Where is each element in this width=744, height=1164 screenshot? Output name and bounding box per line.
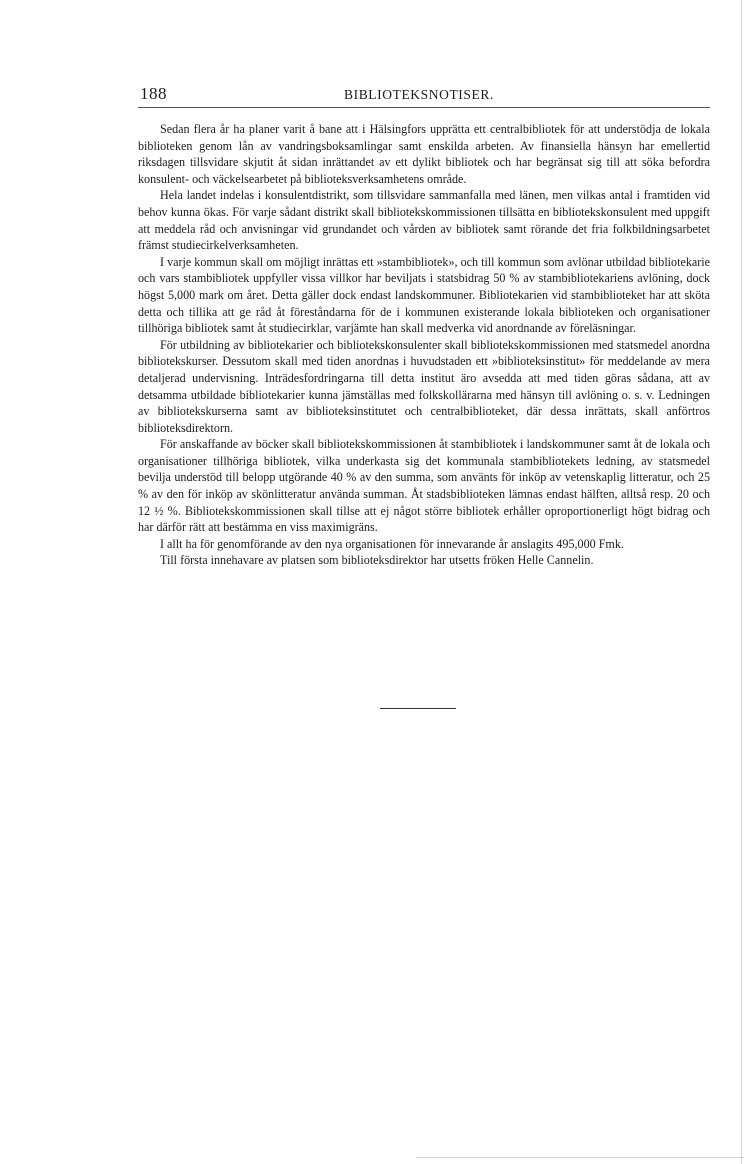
- paragraph-director: Till första innehavare av platsen som biblioteksdirektor har utsetts fröken Helle Cannelin.: [160, 553, 594, 568]
- paragraph-training: För utbildning av bibliotekarier och bibliotekskonsulenter skall bibliotekskommissionen med statsmedel anordna bibliotekskurser. Dessutom skall med tiden anordnas i huvudstaden ett »biblioteksinstitut» för meddelande av mera detaljerad undervisning. Inträdesfordringarna till detta institut äro avsedda att med tiden göras sådana, att av detsamma utbildade bibliotekarier kunna jämställas med folkskollärarna med hänsyn till avlöning o. s. v. Ledningen av bibliotekskurserna samt av biblioteksinstitutet och centralbiblioteket, där dessa inrättats, skall anförtros biblioteksdirektorn.: [138, 337, 710, 435]
- paragraph-consultant-districts: Hela landet indelas i konsulentdistrikt, som tillsvidare sammanfalla med länen, men vilkas antal i framtiden vid behov kunna ökas. För varje sådant distrikt skall bibliotekskommissionen tillsätta en bibliotekskonsulent med uppgift att meddela råd och anvisningar vid grundandet och vården av bibliotek samt rörande det fria folkbildningsarbetet främst studiecirkelverksamheten.: [138, 188, 710, 253]
- paragraph-book-funding: För anskaffande av böcker skall bibliotekskommissionen åt stambibliotek i landskommuner samt åt de lokala och organisationer tillhöriga bibliotek, vilka underkasta sig det kommunala stambibliotekets ledning, av statsmedel bevilja understöd till belopp utgörande 40 % av den summa, som använts för inköp av vetenskaplig litteratur, och 25 % av den för inköp av skönlitteratur använda summan. Åt stadsbiblioteken lämnas endast hälften, alltså resp. 20 och 12 ½ %. Bibliotekskommissionen skall tillse att ej något större bibliotek erhåller oproportionerligt högt bidrag och har därför rätt att bestämma en viss maximigräns.: [138, 437, 710, 535]
- section-end-rule: [380, 708, 456, 709]
- paragraph-stambibliotek: I varje kommun skall om möjligt inrättas ett »stambibliotek», och till kommun som avlönar utbildad bibliotekarie och vars stambibliotek uppfyller vissa villkor har beviljats i statsbidrag 50 % av stambibliotekariens avlöning, dock högst 5,000 mark om året. Detta gäller dock endast landskommuner. Bibliotekarien vid stambiblioteket har att sköta detta och tillika att ge råd åt föreståndarna för de i kommunen existerande lokala biblioteken och organisationer tillhöriga bibliotek samt åt studiecirklar, varjämte han skall medverka vid anordnande av föreläsningar.: [138, 254, 710, 336]
- running-title: BIBLIOTEKSNOTISER.: [344, 87, 494, 102]
- scan-bottom-line: [416, 1157, 744, 1158]
- paragraph-appropriation: I allt ha för genomförande av den nya organisationen för innevarande år anslagits 495,000 Fmk.: [160, 536, 624, 551]
- scan-edge-line: [741, 0, 742, 1164]
- page-number: 188: [140, 84, 167, 103]
- article-body: [138, 121, 710, 569]
- paragraph-central-library: Sedan flera år ha planer varit å bane att i Hälsingfors upprätta ett centralbibliotek för att understödja de lokala biblioteken genom lån av vandringsboksamlingar samt enskilda arbeten. Av finansiella hänsyn har emellertid riksdagen tillsvidare skjutit åt sidan inrättandet av ett dylikt bibliotek och har begränsat sig till att söka befordra konsulent- och väckelsearbetet på biblioteksverksamhetens område.: [138, 122, 710, 186]
- header-rule: [138, 107, 710, 108]
